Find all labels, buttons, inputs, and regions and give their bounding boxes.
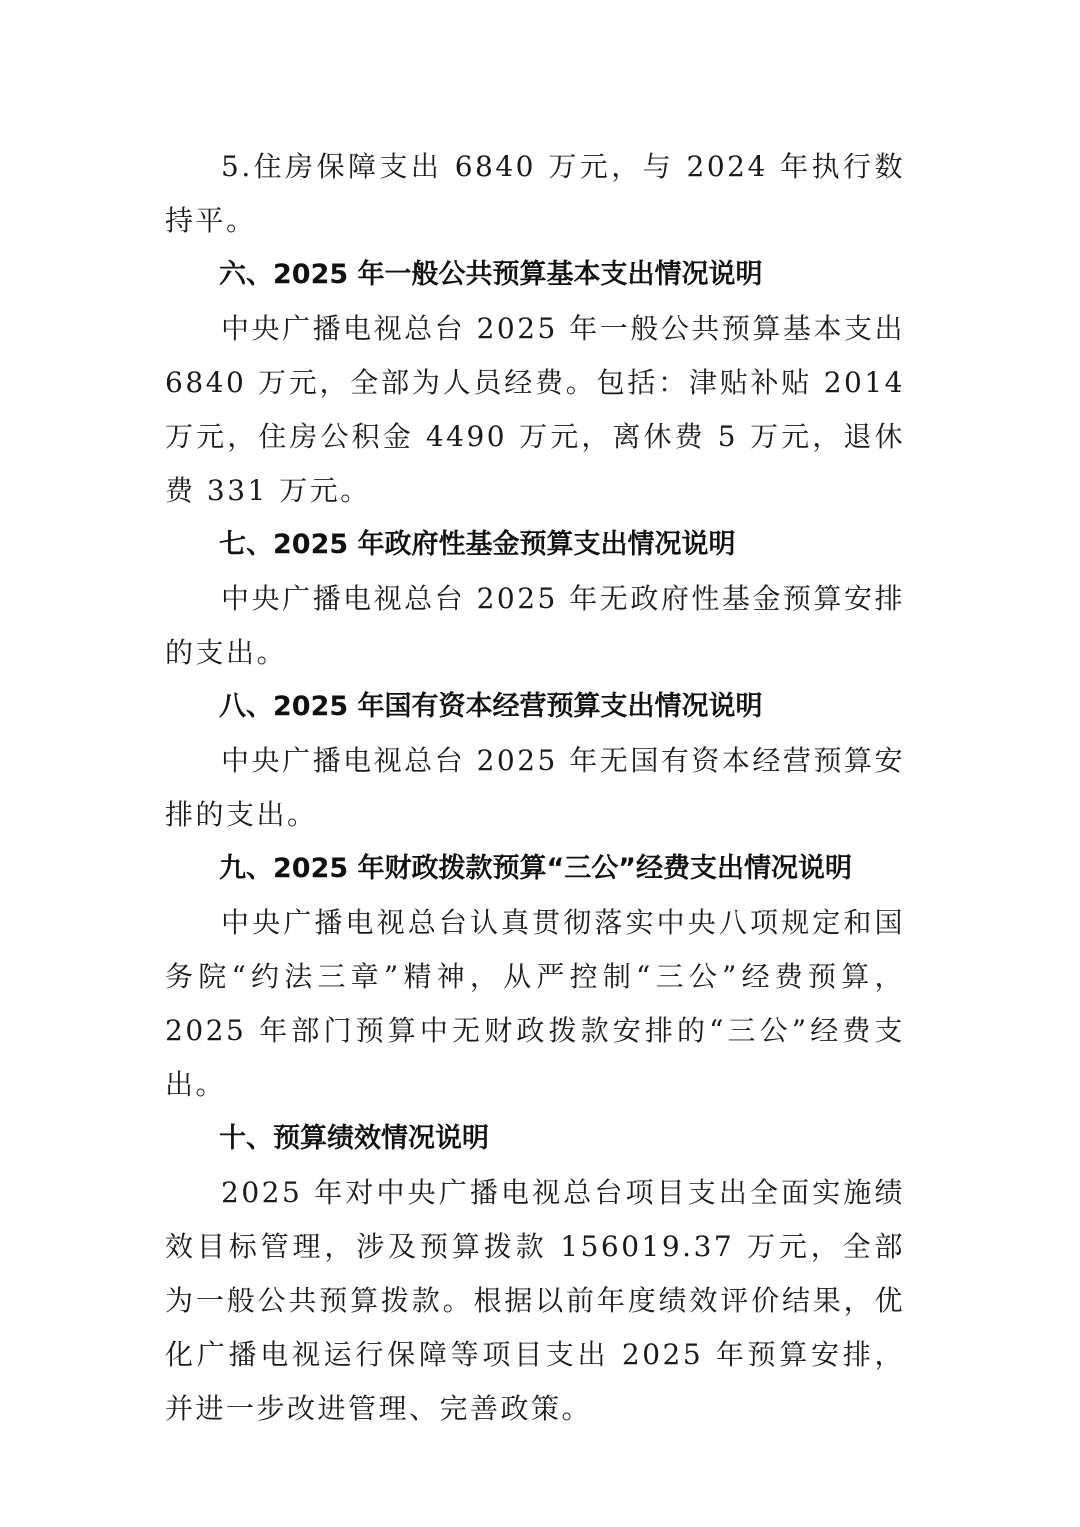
section-body-10: 2025 年对中央广播电视总台项目支出全面实施绩效目标管理，涉及预算拨款 156019.37 万元，全部为一般公共预算拨款。根据以前年度绩效评价结果，优化广播电视运行保障等项目支出 2025 年预算安排，并进一步改进管理、完善政策。 [165, 1176, 905, 1425]
intro-paragraph: 5.住房保障支出 6840 万元，与 2024 年执行数持平。 [165, 150, 905, 237]
section-body-9: 中央广播电视总台认真贯彻落实中央八项规定和国务院“约法三章”精神，从严控制“三公”经费预算，2025 年部门预算中无财政拨款安排的“三公”经费支出。 [165, 906, 905, 1101]
section-heading-10: 十、预算绩效情况说明 [219, 1123, 489, 1154]
section-heading-7: 七、2025 年政府性基金预算支出情况说明 [219, 529, 736, 560]
section-heading-8: 八、2025 年国有资本经营预算支出情况说明 [219, 691, 763, 722]
section-heading-9: 九、2025 年财政拨款预算“三公”经费支出情况说明 [219, 853, 853, 884]
section-body-6: 中央广播电视总台 2025 年一般公共预算基本支出 6840 万元，全部为人员经费。包括：津贴补贴 2014 万元，住房公积金 4490 万元，离休费 5 万元，退休费 331 万元。 [165, 312, 905, 507]
document-body [165, 140, 905, 1436]
section-body-8: 中央广播电视总台 2025 年无国有资本经营预算安排的支出。 [165, 744, 905, 831]
section-body-7: 中央广播电视总台 2025 年无政府性基金预算安排的支出。 [165, 582, 905, 669]
section-heading-6: 六、2025 年一般公共预算基本支出情况说明 [219, 259, 763, 290]
